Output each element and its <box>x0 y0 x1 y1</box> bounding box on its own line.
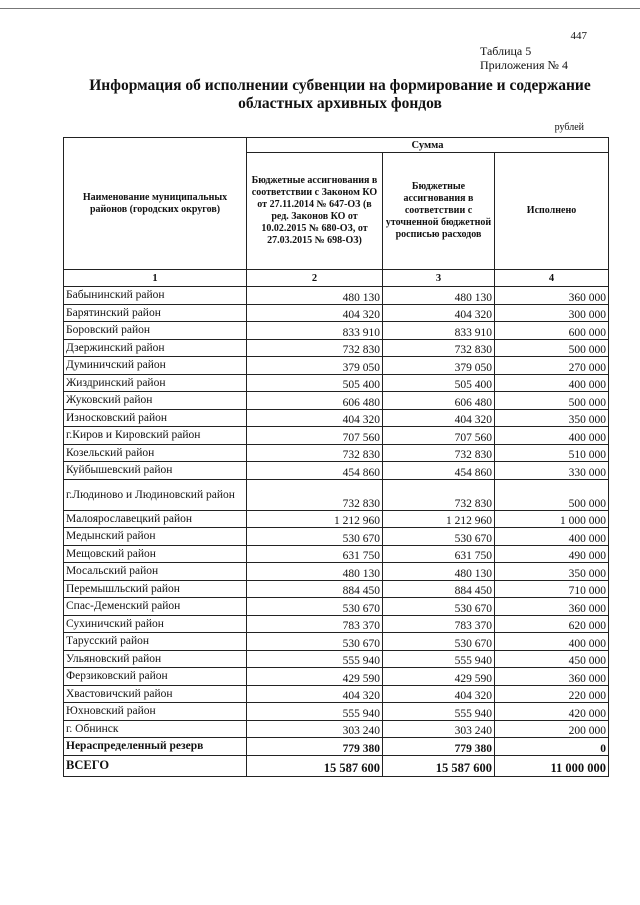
district-name-cell: Мещовский район <box>64 545 247 563</box>
district-name-cell: Думиничский район <box>64 357 247 375</box>
table-row <box>64 510 609 528</box>
table-row <box>64 650 609 668</box>
district-name-cell: Тарусский район <box>64 633 247 651</box>
allocated-budget-cell: 530 670 <box>383 598 495 616</box>
executed-cell: 350 000 <box>495 409 609 427</box>
executed-cell: 510 000 <box>495 444 609 462</box>
allocated-budget-cell: 480 130 <box>383 287 495 305</box>
district-name-cell: Хвастовичский район <box>64 685 247 703</box>
allocated-budget-cell: 555 940 <box>383 650 495 668</box>
header-sum-group: Сумма <box>247 138 609 153</box>
header-col-3: Бюджетные ассигнования в соответствии с уточненной бюджетной росписью расходов <box>383 153 495 270</box>
document-title <box>60 77 620 113</box>
allocated-law-cell: 779 380 <box>247 738 383 756</box>
district-name-cell: ВСЕГО <box>64 755 247 776</box>
executed-cell: 360 000 <box>495 598 609 616</box>
allocated-budget-cell: 404 320 <box>383 409 495 427</box>
allocated-law-cell: 732 830 <box>247 339 383 357</box>
district-name-cell: Жуковский район <box>64 392 247 410</box>
header-num-4: 4 <box>495 270 609 287</box>
allocated-budget-cell: 884 450 <box>383 580 495 598</box>
table-row <box>64 374 609 392</box>
district-name-cell: Жиздринский район <box>64 374 247 392</box>
allocated-budget-cell: 404 320 <box>383 304 495 322</box>
allocated-budget-cell: 530 670 <box>383 633 495 651</box>
header-col-2: Бюджетные ассигнования в соответствии с Законом КО от 27.11.2014 № 647-ОЗ (в ред. Законов КО от 10.02.2015 № 680-ОЗ, от 27.03.2015 № 698-ОЗ) <box>247 153 383 270</box>
executed-cell: 400 000 <box>495 374 609 392</box>
allocated-budget-cell: 505 400 <box>383 374 495 392</box>
table-row <box>64 462 609 480</box>
executed-cell: 500 000 <box>495 339 609 357</box>
district-name-cell: Боровский район <box>64 322 247 340</box>
allocated-budget-cell: 732 830 <box>383 479 495 510</box>
allocated-budget-cell: 555 940 <box>383 703 495 721</box>
district-name-cell: г. Обнинск <box>64 720 247 738</box>
district-name-cell: Медынский район <box>64 528 247 546</box>
total-row <box>64 755 609 776</box>
executed-cell: 490 000 <box>495 545 609 563</box>
table-label: Таблица 5 <box>479 44 532 58</box>
allocated-law-cell: 555 940 <box>247 650 383 668</box>
allocated-budget-cell: 404 320 <box>383 685 495 703</box>
table-row <box>64 738 609 756</box>
allocated-budget-cell: 732 830 <box>383 444 495 462</box>
table-row <box>64 528 609 546</box>
header-num-2: 2 <box>247 270 383 287</box>
executed-cell: 360 000 <box>495 287 609 305</box>
executed-cell: 450 000 <box>495 650 609 668</box>
allocated-law-cell: 530 670 <box>247 598 383 616</box>
allocated-law-cell: 303 240 <box>247 720 383 738</box>
executed-cell: 300 000 <box>495 304 609 322</box>
allocated-law-cell: 833 910 <box>247 322 383 340</box>
allocated-law-cell: 404 320 <box>247 685 383 703</box>
executed-cell: 220 000 <box>495 685 609 703</box>
table-row <box>64 615 609 633</box>
header-col-4: Исполнено <box>495 153 609 270</box>
district-name-cell: Куйбышевский район <box>64 462 247 480</box>
title-line-2: областных архивных фондов <box>238 95 442 112</box>
district-name-cell: Малоярославецкий район <box>64 510 247 528</box>
table-row <box>64 392 609 410</box>
table-row <box>64 563 609 581</box>
executed-cell: 600 000 <box>495 322 609 340</box>
executed-cell: 1 000 000 <box>495 510 609 528</box>
executed-cell: 400 000 <box>495 633 609 651</box>
table-row <box>64 633 609 651</box>
executed-cell: 0 <box>495 738 609 756</box>
allocated-law-cell: 505 400 <box>247 374 383 392</box>
table-row <box>64 409 609 427</box>
table-row <box>64 598 609 616</box>
allocated-budget-cell: 732 830 <box>383 339 495 357</box>
district-name-cell: Дзержинский район <box>64 339 247 357</box>
allocated-law-cell: 606 480 <box>247 392 383 410</box>
executed-cell: 500 000 <box>495 392 609 410</box>
allocated-law-cell: 707 560 <box>247 427 383 445</box>
allocated-budget-cell: 707 560 <box>383 427 495 445</box>
allocated-law-cell: 555 940 <box>247 703 383 721</box>
table-row <box>64 339 609 357</box>
table-row <box>64 444 609 462</box>
allocated-law-cell: 884 450 <box>247 580 383 598</box>
allocated-law-cell: 15 587 600 <box>247 755 383 776</box>
allocated-budget-cell: 606 480 <box>383 392 495 410</box>
district-name-cell: Барятинский район <box>64 304 247 322</box>
allocated-law-cell: 732 830 <box>247 444 383 462</box>
allocated-law-cell: 631 750 <box>247 545 383 563</box>
allocated-budget-cell: 454 860 <box>383 462 495 480</box>
executed-cell: 400 000 <box>495 427 609 445</box>
executed-cell: 330 000 <box>495 462 609 480</box>
executed-cell: 11 000 000 <box>495 755 609 776</box>
table-row <box>64 685 609 703</box>
table-row <box>64 703 609 721</box>
table-row <box>64 287 609 305</box>
district-name-cell: г.Киров и Кировский район <box>64 427 247 445</box>
header-num-1: 1 <box>64 270 247 287</box>
allocated-budget-cell: 783 370 <box>383 615 495 633</box>
executed-cell: 710 000 <box>495 580 609 598</box>
district-name-cell: Юхновский район <box>64 703 247 721</box>
table-row <box>64 479 609 510</box>
table-row <box>64 322 609 340</box>
district-name-cell: Бабынинский район <box>64 287 247 305</box>
table-row <box>64 668 609 686</box>
table-row <box>64 427 609 445</box>
allocated-law-cell: 480 130 <box>247 287 383 305</box>
allocated-law-cell: 1 212 960 <box>247 510 383 528</box>
table-row <box>64 545 609 563</box>
district-name-cell: г.Людиново и Людиновский район <box>64 479 247 510</box>
executed-cell: 270 000 <box>495 357 609 375</box>
table-row <box>64 357 609 375</box>
header-name-column: Наименование муниципальных районов (городских округов) <box>64 138 247 270</box>
district-name-cell: Сухиничский район <box>64 615 247 633</box>
allocated-law-cell: 404 320 <box>247 409 383 427</box>
allocated-budget-cell: 779 380 <box>383 738 495 756</box>
table-row <box>64 580 609 598</box>
district-name-cell: Нераспределенный резерв <box>64 738 247 756</box>
allocated-law-cell: 379 050 <box>247 357 383 375</box>
appendix-label: Приложения № 4 <box>479 58 568 72</box>
allocated-budget-cell: 1 212 960 <box>383 510 495 528</box>
table-row <box>64 304 609 322</box>
allocated-law-cell: 732 830 <box>247 479 383 510</box>
scan-top-rule <box>0 8 640 9</box>
executed-cell: 620 000 <box>495 615 609 633</box>
header-num-3: 3 <box>383 270 495 287</box>
district-name-cell: Ферзиковский район <box>64 668 247 686</box>
district-name-cell: Спас-Деменский район <box>64 598 247 616</box>
executed-cell: 200 000 <box>495 720 609 738</box>
allocated-law-cell: 429 590 <box>247 668 383 686</box>
allocated-law-cell: 530 670 <box>247 528 383 546</box>
executed-cell: 420 000 <box>495 703 609 721</box>
title-line-1: Информация об исполнении субвенции на формирование и содержание <box>89 77 591 94</box>
table-row <box>64 720 609 738</box>
subvention-table <box>63 137 609 777</box>
allocated-budget-cell: 530 670 <box>383 528 495 546</box>
allocated-law-cell: 530 670 <box>247 633 383 651</box>
allocated-budget-cell: 631 750 <box>383 545 495 563</box>
district-name-cell: Износковский район <box>64 409 247 427</box>
table-body <box>64 287 609 777</box>
table-reference <box>480 44 568 72</box>
executed-cell: 400 000 <box>495 528 609 546</box>
executed-cell: 360 000 <box>495 668 609 686</box>
executed-cell: 350 000 <box>495 563 609 581</box>
units-label: рублей <box>554 122 584 133</box>
allocated-law-cell: 480 130 <box>247 563 383 581</box>
allocated-budget-cell: 379 050 <box>383 357 495 375</box>
allocated-budget-cell: 303 240 <box>383 720 495 738</box>
allocated-budget-cell: 15 587 600 <box>383 755 495 776</box>
page-number: 447 <box>570 30 587 42</box>
allocated-law-cell: 404 320 <box>247 304 383 322</box>
executed-cell: 500 000 <box>495 479 609 510</box>
district-name-cell: Ульяновский район <box>64 650 247 668</box>
allocated-budget-cell: 480 130 <box>383 563 495 581</box>
allocated-budget-cell: 429 590 <box>383 668 495 686</box>
district-name-cell: Козельский район <box>64 444 247 462</box>
allocated-budget-cell: 833 910 <box>383 322 495 340</box>
district-name-cell: Мосальский район <box>64 563 247 581</box>
district-name-cell: Перемышльский район <box>64 580 247 598</box>
allocated-law-cell: 783 370 <box>247 615 383 633</box>
allocated-law-cell: 454 860 <box>247 462 383 480</box>
